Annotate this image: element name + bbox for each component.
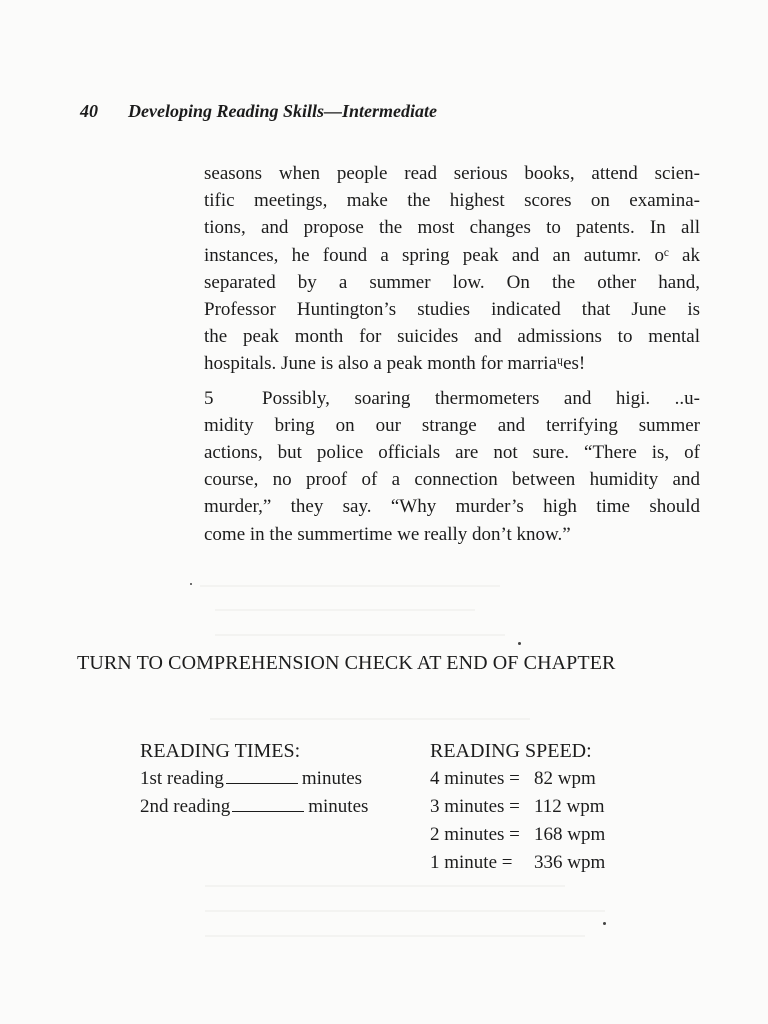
reading-label: 1st reading	[140, 768, 224, 789]
text-line: seasons when people read serious books, attend scien-	[204, 163, 700, 184]
text-line: murder,” they say. “Why murder’s high time should	[204, 496, 700, 518]
show-through-mark	[215, 609, 475, 611]
show-through-mark	[205, 910, 605, 912]
text-line: tific meetings, make the highest scores on examina-	[204, 190, 700, 212]
reading-times-block	[140, 737, 368, 821]
running-header	[80, 101, 437, 122]
speed-time: 4 minutes =	[430, 768, 520, 789]
speed-wpm: 336 wpm	[534, 852, 606, 873]
reading-time-row	[140, 793, 368, 821]
speed-wpm: 82 wpm	[534, 768, 596, 789]
paragraph-4	[204, 160, 700, 378]
text-line: course, no proof of a connection between humidity and	[204, 469, 700, 491]
text-line: separated by a summer low. On the other hand,	[204, 271, 700, 293]
paragraph-number: 5	[204, 387, 214, 409]
reading-label: 2nd reading	[140, 796, 231, 817]
show-through-mark	[205, 935, 585, 937]
show-through-mark	[210, 718, 530, 720]
print-speck	[190, 583, 192, 585]
reading-speed-heading: READING SPEED:	[430, 740, 592, 762]
speed-row	[430, 821, 605, 849]
text-line: actions, but police officials are not sure. “There is, of	[204, 442, 700, 464]
speed-wpm: 112 wpm	[534, 796, 605, 817]
text-line-content: Possibly, soaring thermometers and higi. ..u-	[262, 387, 700, 409]
minutes-label: minutes	[308, 796, 369, 817]
body-text	[204, 160, 700, 548]
speed-wpm: 168 wpm	[534, 824, 606, 845]
speed-time: 2 minutes =	[430, 824, 520, 845]
page-number: 40	[80, 101, 98, 121]
text-line: come in the summertime we really don’t know.”	[204, 523, 571, 545]
paragraph-5	[204, 385, 700, 548]
reading-times-heading: READING TIMES:	[140, 740, 301, 762]
show-through-mark	[205, 885, 565, 887]
text-line: tions, and propose the most changes to patents. In all	[204, 217, 700, 239]
running-title: Developing Reading Skills—Intermediate	[128, 101, 437, 121]
speed-time: 1 minute =	[430, 852, 513, 873]
print-speck	[603, 922, 606, 925]
minutes-label: minutes	[301, 768, 363, 789]
text-line: hospitals. June is also a peak month for marriaᶣes!	[204, 353, 586, 375]
text-line: midity bring on our strange and terrifying summer	[204, 414, 700, 436]
show-through-mark	[200, 585, 500, 587]
text-line: the peak month for suicides and admissions to mental	[204, 326, 700, 348]
text-line: Professor Huntington’s studies indicated that June is	[204, 299, 700, 321]
speed-row	[430, 765, 605, 793]
speed-time: 3 minutes =	[430, 796, 520, 817]
time-blank-line[interactable]	[226, 767, 298, 784]
reading-time-row	[140, 765, 368, 793]
paragraph-gap	[204, 378, 700, 385]
time-blank-line[interactable]	[232, 795, 304, 812]
text-line: instances, he found a spring peak and an autumr. ᴏᶜ ak	[204, 244, 700, 266]
reading-speed-block	[430, 737, 605, 877]
speed-row	[430, 793, 605, 821]
speed-row	[430, 849, 605, 877]
print-speck	[518, 642, 521, 645]
text-line	[204, 385, 700, 412]
comprehension-instruction: TURN TO COMPREHENSION CHECK AT END OF CHAPTER	[77, 652, 616, 674]
show-through-mark	[215, 634, 505, 636]
